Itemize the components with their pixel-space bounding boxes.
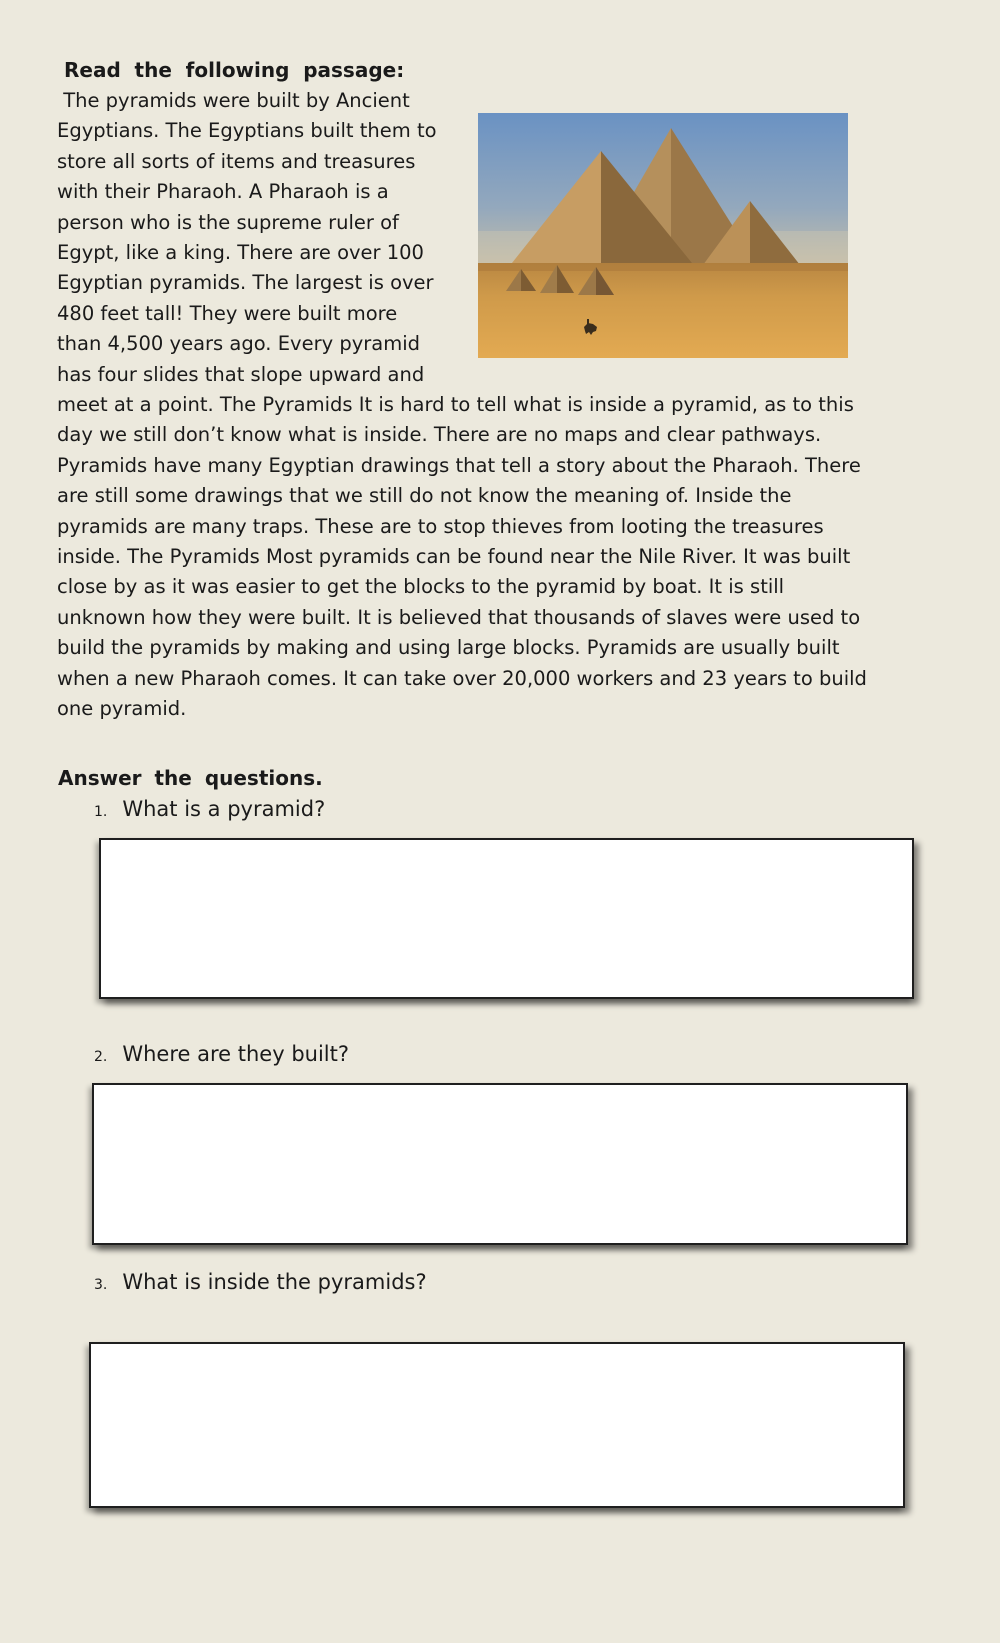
- passage-line: when a new Pharaoh comes. It can take over 20,000 workers and 23 years to build: [57, 666, 867, 690]
- passage-line: Egyptian pyramids. The largest is over: [57, 271, 434, 295]
- answer-input-1[interactable]: [99, 838, 914, 999]
- question-1-number: 1.: [94, 804, 108, 820]
- passage-line: The pyramids were built by Ancient: [57, 89, 410, 112]
- passage-line: than 4,500 years ago. Every pyramid: [57, 332, 420, 356]
- answer-input-2[interactable]: [92, 1083, 908, 1245]
- question-1: [94, 797, 325, 821]
- passage-line: has four slides that slope upward and: [57, 362, 425, 386]
- answer-questions-heading: Answer the questions.: [58, 766, 323, 790]
- question-2-text: Where are they built?: [122, 1042, 350, 1066]
- passage-line: meet at a point. The Pyramids It is hard to tell what is inside a pyramid, as to this: [57, 393, 854, 416]
- question-2: [94, 1042, 349, 1066]
- passage-column: [57, 86, 477, 390]
- question-2-number: 2.: [94, 1049, 108, 1065]
- passage-line: close by as it was easier to get the blocks to the pyramid by boat. It is still: [57, 575, 785, 599]
- pyramids-photo: [478, 113, 848, 358]
- question-1-text: What is a pyramid?: [122, 797, 326, 821]
- question-3: [94, 1270, 427, 1294]
- question-3-text: What is inside the pyramids?: [122, 1270, 427, 1294]
- passage-line: person who is the supreme ruler of: [57, 210, 399, 234]
- passage-line: with their Pharaoh. A Pharaoh is a: [57, 180, 389, 204]
- passage-line: 480 feet tall! They were built more: [57, 301, 398, 325]
- passage-line: one pyramid.: [57, 696, 187, 720]
- passage-line: Egyptians. The Egyptians built them to: [57, 119, 437, 143]
- passage-line: Pyramids have many Egyptian drawings that tell a story about the Pharaoh. There: [57, 453, 861, 477]
- passage-line: Egypt, like a king. There are over 100: [57, 240, 424, 264]
- passage-line: inside. The Pyramids Most pyramids can be found near the Nile River. It was built: [57, 544, 851, 568]
- passage-line: unknown how they were built. It is believed that thousands of slaves were used to: [57, 605, 861, 629]
- answer-input-3[interactable]: [89, 1342, 905, 1508]
- passage-line: are still some drawings that we still do not know the meaning of. Inside the: [57, 484, 792, 508]
- passage-line: day we still don’t know what is inside. There are no maps and clear pathways.: [57, 423, 822, 447]
- passage-line: pyramids are many traps. These are to stop thieves from looting the treasures: [57, 514, 824, 538]
- passage-full-width: [57, 390, 963, 724]
- passage-heading: Read the following passage:: [64, 58, 405, 82]
- question-3-number: 3.: [94, 1277, 108, 1293]
- passage-line: store all sorts of items and treasures: [57, 149, 416, 173]
- passage-line: build the pyramids by making and using large blocks. Pyramids are usually built: [57, 636, 840, 660]
